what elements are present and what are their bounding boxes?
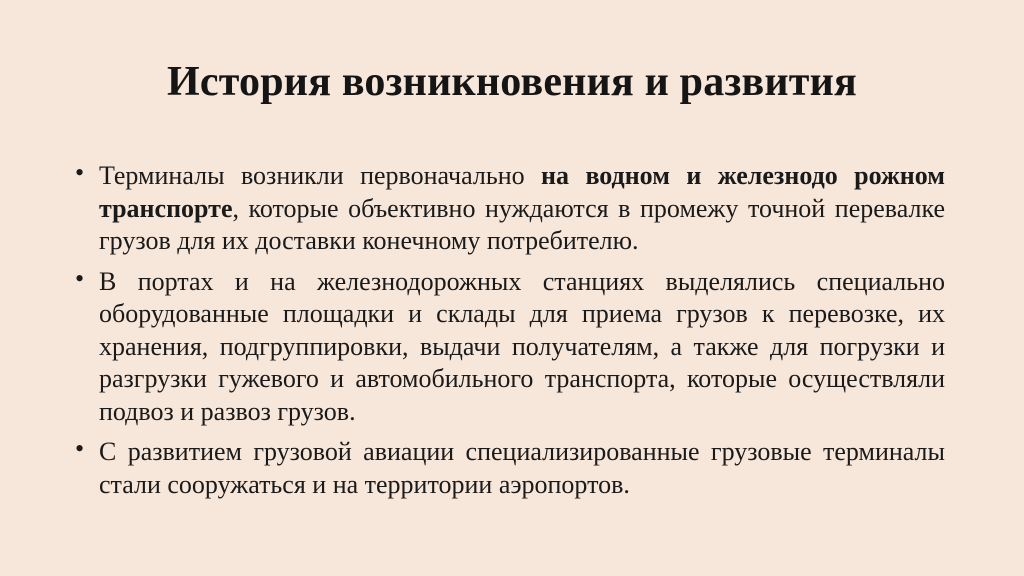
bullet-text: В портах и на железнодорожных станциях выделялись специально оборудованные площадки и склады для приема грузов к перевозке, их хранения, подгруппировки, выдачи получателям, а также для погрузки и разгрузки гужевого и автомобильного транспорта, которые осуществляли подвоз и развоз грузов. bbox=[99, 266, 945, 426]
bullet-text-part: , которые объективно нуждаются в промежу точной перевалке грузов для их доставки конечному потребителю. bbox=[99, 193, 945, 255]
bullet-dot-icon: • bbox=[75, 158, 85, 187]
bullet-dot-icon: • bbox=[75, 434, 85, 463]
bullet-item bbox=[75, 436, 945, 501]
slide-title: История возникновения и развития bbox=[167, 59, 857, 105]
bullet-text: С развитием грузовой авиации специализированные грузовые терминалы стали сооружаться и на территории аэропортов. bbox=[99, 437, 945, 499]
bullet-item bbox=[75, 263, 945, 429]
bullet-text-part: Терминалы возникли первоначально bbox=[99, 161, 542, 190]
bullet-item bbox=[75, 160, 945, 258]
bullet-list bbox=[75, 160, 945, 509]
bullet-text bbox=[99, 161, 945, 255]
bullet-text-bold: на водном и железнодо рожном транспорте bbox=[99, 161, 945, 223]
bullet-dot-icon: • bbox=[75, 263, 85, 293]
